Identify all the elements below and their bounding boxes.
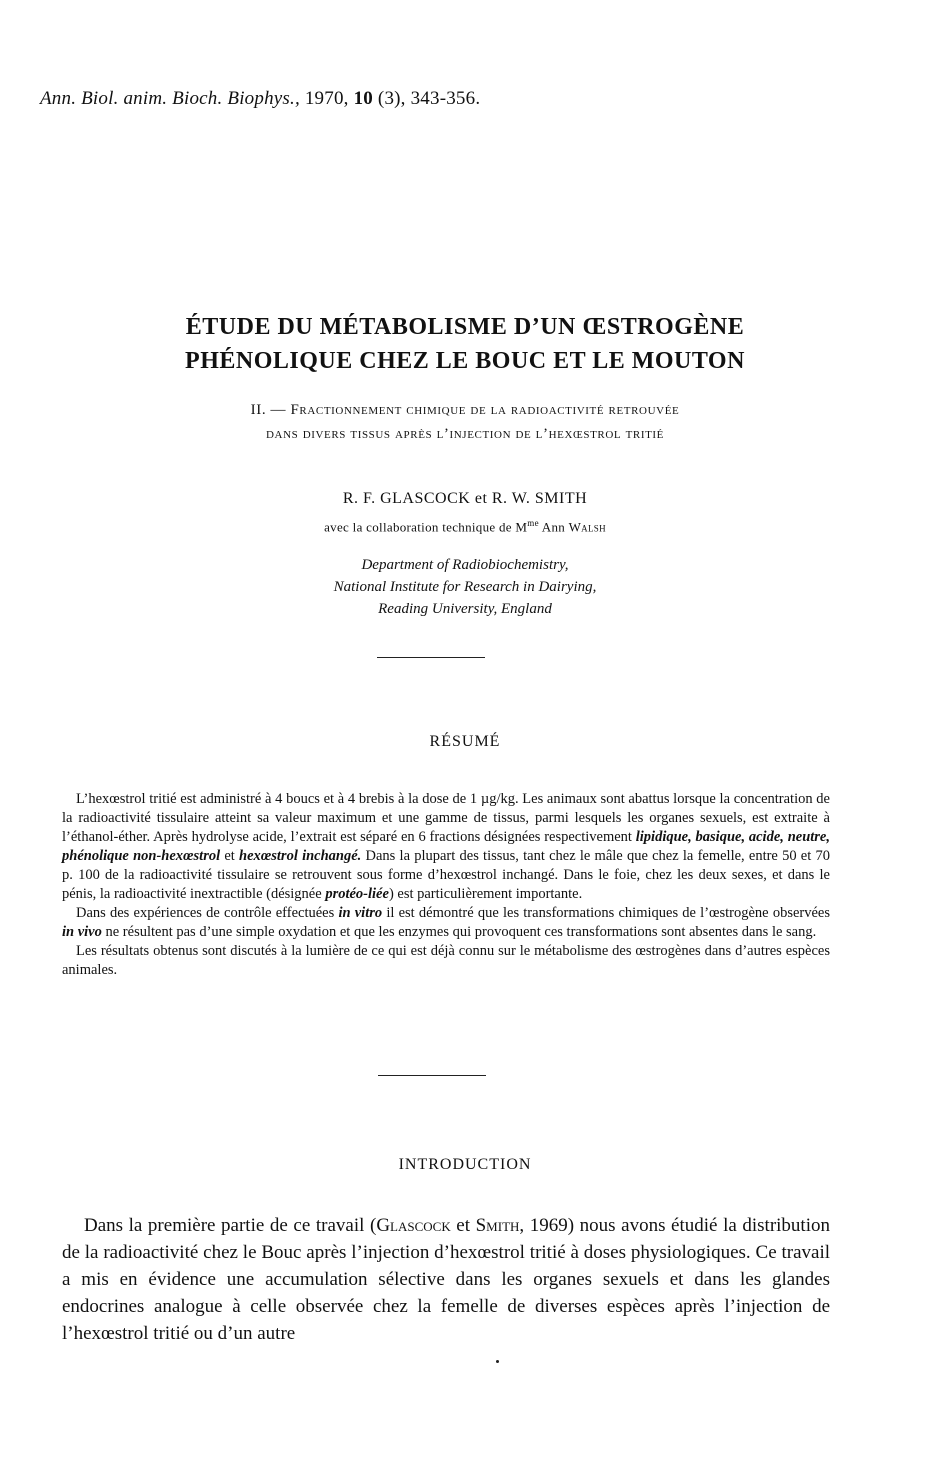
abstract-paragraph — [62, 790, 830, 904]
affiliation-line-1: Department of Radiobiochemistry, — [361, 557, 569, 573]
journal-pages: 343-356. — [410, 88, 481, 109]
introduction-heading: INTRODUCTION — [398, 1156, 532, 1173]
separator-rule — [377, 657, 485, 658]
title-line-2: PHÉNOLIQUE CHEZ LE BOUC ET LE MOUTON — [185, 348, 745, 374]
intro-text: Dans la première partie de ce travail ( — [84, 1215, 377, 1236]
introduction-body — [62, 1212, 830, 1347]
abstract-text: ) est particulièrement importante. — [388, 886, 583, 902]
abstract-emphasis: lipidique, basique, acide, neutre, phénolique non-hexœstrol — [62, 829, 830, 864]
collaboration-note — [0, 518, 930, 535]
abstract — [62, 790, 830, 980]
intro-text: et — [450, 1215, 476, 1236]
collaboration-superscript: me — [527, 518, 539, 528]
introduction-paragraph — [62, 1212, 830, 1347]
separator-rule — [378, 1075, 486, 1076]
abstract-emphasis: protéo-liée — [325, 886, 389, 902]
journal-volume: 10 — [353, 88, 373, 109]
journal-year: 1970, — [304, 88, 349, 109]
collaboration-surname: Walsh — [568, 519, 606, 535]
abstract-emphasis: in vivo — [62, 924, 102, 940]
collaboration-prefix: avec la collaboration technique de M — [324, 519, 528, 535]
journal-name: Ann. Biol. anim. Bioch. Biophys., — [40, 88, 300, 109]
affiliation-line-2: National Institute for Research in Dairying, — [333, 579, 597, 595]
resume-heading: RÉSUMÉ — [429, 733, 501, 750]
abstract-paragraph — [62, 904, 830, 942]
intro-citation-author: Glascock — [376, 1215, 451, 1236]
journal-issue: (3), — [377, 88, 406, 109]
subtitle-line-2: dans divers tissus après l’injection de l’hexœstrol tritié — [266, 426, 664, 442]
abstract-paragraph: Les résultats obtenus sont discutés à la lumière de ce qui est déjà connu sur le métabolisme des œstrogènes dans d’autres espèces animales. — [62, 943, 830, 978]
intro-text: , 1969) nous avons étudié la distribution de la radioactivité chez le Bouc après l’injection d’hexœstrol tritié à doses physiologiques. Ce travail a mis en évidence une accumulation sélective dans les organes sexuels et dans les glandes endocrines analogue à celle observée chez la femelle de diverses espèces après l’injection de l’hexœstrol tritié ou d’un autre — [62, 1215, 830, 1344]
abstract-text: ne résultent pas d’une simple oxydation et que les enzymes qui provoquent ces transformations sont absentes dans le sang. — [101, 924, 817, 940]
collaboration-name: Ann — [541, 519, 566, 535]
abstract-text: L’hexœstrol tritié est administré à 4 boucs et à 4 brebis à la dose de 1 µg/kg. Les animaux sont abattus lorsque la concentration de la radioactivité tissulaire atteint sa valeur maximum et une gamme de tissus, parmi lesquels les organes sexuels, est extraite à l’éthanol-éther. Après hydrolyse acide, l’extrait est séparé en 6 fractions désignées respectivement — [62, 791, 830, 845]
affiliation — [0, 554, 930, 620]
intro-citation-author: Smith — [475, 1215, 520, 1236]
abstract-text: Dans des expériences de contrôle effectuées — [76, 905, 339, 921]
authors: R. F. GLASCOCK et R. W. SMITH — [342, 490, 588, 507]
page-speck — [496, 1360, 499, 1363]
title-line-1: ÉTUDE DU MÉTABOLISME D’UN ŒSTROGÈNE — [185, 314, 745, 340]
paper-subtitle — [0, 398, 930, 446]
paper-title — [0, 310, 930, 378]
subtitle-line-1: II. — Fractionnement chimique de la radioactivité retrouvée — [250, 402, 680, 418]
abstract-emphasis: hexœstrol inchangé. — [239, 848, 362, 864]
journal-reference — [40, 88, 480, 110]
abstract-text: et — [220, 848, 240, 864]
affiliation-line-3: Reading University, England — [378, 601, 552, 617]
abstract-text: Dans la plupart des tissus, tant chez le mâle que chez la femelle, entre 50 et 70 p. 100 de la radioactivité tissulaire se retrouvent sous forme d’hexœstrol inchangé. Dans le foie, chez les deux sexes, et dans le pénis, la radioactivité inextractible (désignée — [62, 848, 830, 902]
abstract-emphasis: in vitro — [338, 905, 383, 921]
abstract-text: il est démontré que les transformations chimiques de l’œstrogène observées — [382, 905, 830, 921]
